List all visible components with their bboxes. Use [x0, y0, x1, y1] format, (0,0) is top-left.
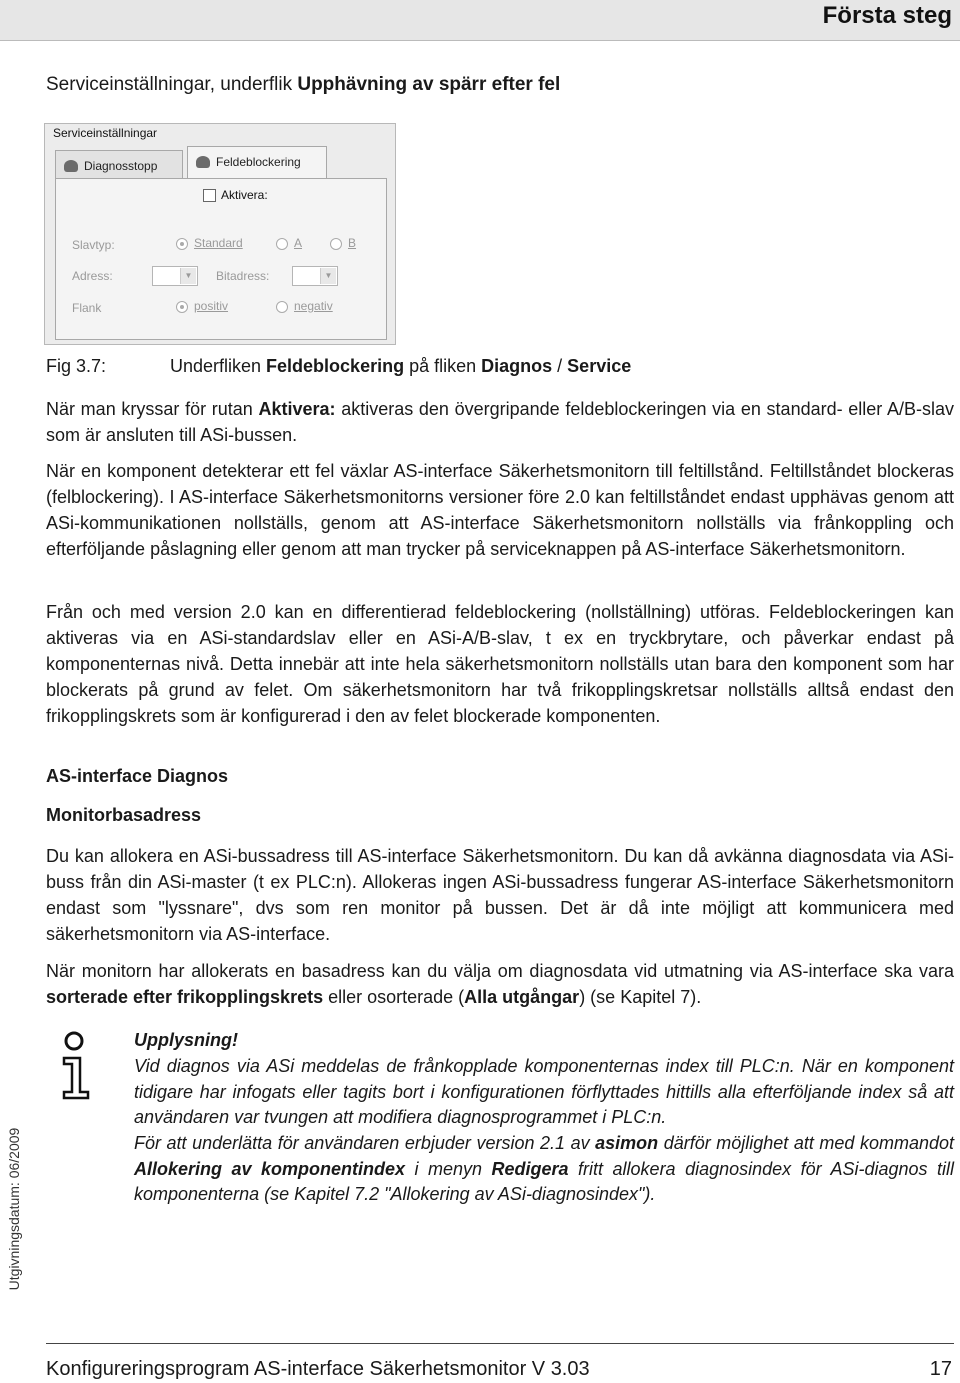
- a-label: A: [294, 236, 303, 250]
- heading-monitorbasadress: Monitorbasadress: [46, 805, 202, 825]
- figure-label: Fig 3.7:: [46, 356, 107, 376]
- note-title: Upplysning!: [134, 1030, 238, 1050]
- dropdown-arrow-icon: ▼: [320, 268, 336, 284]
- note-paragraph-1: Vid diagnos via ASi meddelas de frånkopplade komponenternas index till PLC:n. När en komponent tidigare har infogats eller tagits bort i konfigurationen förflyttades hittills alla efterföljande index så att användaren var tvungen att modifiera diagnosprogrammet i PLC:n.: [134, 1056, 954, 1128]
- note-paragraph-2: För att underlätta för användaren erbjuder version 2.1 av asimon därför möjlighet att med kommandot Allokering av komponentindex i menyn Redigera fritt allokera diagnosindex för ASi-diagnos till komponenterna (se Kapitel 7.2 "Allokering av ASi-diagnosindex").: [134, 1133, 955, 1205]
- paragraph-basadress: När monitorn har allokerats en basadress kan du välja om diagnosdata vid utmatning via AS-interface ska vara sorterade efter frikopplingskrets eller osorterade (Alla utgångar) (se Kapitel 7).: [46, 961, 954, 1007]
- slavtyp-label: Slavtyp:: [72, 238, 115, 252]
- tab-panel: [55, 178, 387, 340]
- dropdown-arrow-icon: ▼: [180, 268, 196, 284]
- chapter-title: Första steg: [822, 2, 952, 29]
- publication-date: Utgivningsdatum: 06/2009: [6, 1127, 22, 1291]
- negativ-label: negativ: [294, 299, 333, 313]
- adress-label: Adress:: [72, 269, 113, 283]
- paragraph-version-2: Från och med version 2.0 kan en differentierad feldeblockering (nollställning) utföras. Feldeblockeringen kan aktiveras via en ASi-standardslav eller en ASi-A/B-slav, t ex en tryckbrytare, och påverkar endast på komponenternas nivå. Detta innebär att inte hela säkerhetsmonitorn nollställs utan bara den komponent som har blockerats på grund av felet. Om säkerhetsmonitorn har två frikopplingskretsar nollställs alltså endast den frikopplingskrets som är konfigurerad i den av felet blockerade komponenten.: [46, 602, 954, 726]
- b-radio[interactable]: [330, 238, 342, 250]
- tab-feldeblockering[interactable]: Feldeblockering: [187, 146, 327, 180]
- section-subtitle: Serviceinställningar, underflik Upphävning av spärr efter fel: [46, 74, 561, 95]
- helmet-icon: [196, 156, 210, 168]
- tab-diagnosstopp[interactable]: Diagnosstopp: [55, 150, 183, 180]
- standard-radio[interactable]: [176, 238, 188, 250]
- bitadress-label: Bitadress:: [216, 269, 270, 283]
- info-icon: [60, 1030, 100, 1100]
- page-number: 17: [929, 1358, 952, 1380]
- paragraph-bussadress: Du kan allokera en ASi-bussadress till AS-interface Säkerhetsmonitorn. Du kan då avkänna diagnosdata via ASi-buss från din ASi-master (t ex PLC:n). Allokeras ingen ASi-bussadress fungerar AS-interface Säkerhetsmonitorn endast som "lyssnare", dvs som ren monitor på bussen. Det är då inte möjligt att kommunicera med säkerhetsmonitorn via AS-interface.: [46, 846, 954, 944]
- helmet-icon: [64, 160, 78, 172]
- settings-screenshot: [44, 123, 396, 345]
- footer-document-title: Konfigureringsprogram AS-interface Säkerhetsmonitor V 3.03: [46, 1358, 590, 1380]
- frame-title: Serviceinställningar: [53, 126, 158, 140]
- a-radio[interactable]: [276, 238, 288, 250]
- bitadress-select[interactable]: [292, 266, 338, 286]
- positiv-label: positiv: [194, 299, 229, 313]
- b-label: B: [348, 236, 357, 250]
- aktivera-checkbox[interactable]: [203, 189, 216, 202]
- flank-label: Flank: [72, 301, 102, 315]
- standard-label: Standard: [194, 236, 243, 250]
- header-bar: [0, 0, 960, 41]
- footer-divider: [46, 1343, 954, 1344]
- figure-caption: Underfliken Feldeblockering på fliken Diagnos / Service: [170, 356, 632, 376]
- paragraph-felblockering: När en komponent detekterar ett fel växlar AS-interface Säkerhetsmonitorn till feltillstånd. Feltillståndet blockeras (felblockering). I AS-interface Säkerhetsmonitorns versioner före 2.0 kan feltillståndet endast upphävas genom att ASi-kommunikationen nollställs, genom att AS-interface Säkerhetsmonitorn nollställs via frånkoppling och efterföljande påslagning eller genom att man trycker på serviceknappen på AS-interface Säkerhetsmonitorn.: [46, 461, 954, 559]
- negativ-radio[interactable]: [276, 301, 288, 313]
- positiv-radio[interactable]: [176, 301, 188, 313]
- paragraph-aktivera: När man kryssar för rutan Aktivera: aktiveras den övergripande feldeblockeringen via en standard- eller A/B-slav som är ansluten till ASi-bussen.: [46, 399, 954, 445]
- heading-diagnos: AS-interface Diagnos: [46, 766, 229, 786]
- adress-select[interactable]: [152, 266, 198, 286]
- aktivera-label: Aktivera:: [221, 188, 268, 202]
